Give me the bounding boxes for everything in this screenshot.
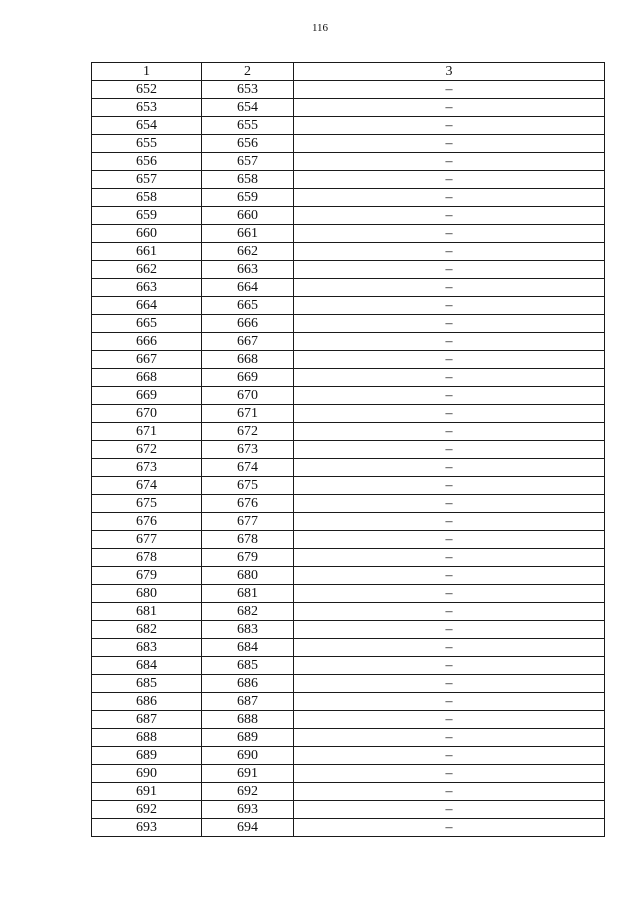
data-table	[91, 62, 605, 837]
table-cell: –	[294, 747, 605, 765]
table-cell: 664	[202, 279, 294, 297]
table-row	[92, 819, 605, 837]
table-cell: 693	[202, 801, 294, 819]
table-cell: –	[294, 189, 605, 207]
table-cell: 660	[92, 225, 202, 243]
table-row	[92, 711, 605, 729]
table-cell: 658	[202, 171, 294, 189]
table-row	[92, 135, 605, 153]
table-cell: –	[294, 297, 605, 315]
table-cell: –	[294, 819, 605, 837]
table-cell: 668	[92, 369, 202, 387]
table-cell: 657	[202, 153, 294, 171]
table-cell: 665	[92, 315, 202, 333]
table-cell: 670	[202, 387, 294, 405]
table-row	[92, 207, 605, 225]
table-cell: 691	[202, 765, 294, 783]
table-row	[92, 369, 605, 387]
table-row	[92, 603, 605, 621]
table-cell: –	[294, 675, 605, 693]
table-cell: 669	[92, 387, 202, 405]
table-row	[92, 783, 605, 801]
table-cell: 659	[202, 189, 294, 207]
table-row	[92, 693, 605, 711]
table-cell: –	[294, 567, 605, 585]
table-cell: 683	[202, 621, 294, 639]
table-cell: 685	[92, 675, 202, 693]
table-cell: 678	[92, 549, 202, 567]
table-row	[92, 513, 605, 531]
column-header: 3	[294, 63, 605, 81]
table-row	[92, 297, 605, 315]
table-row	[92, 459, 605, 477]
table-cell: 675	[92, 495, 202, 513]
table-cell: 653	[202, 81, 294, 99]
table-cell: 694	[202, 819, 294, 837]
page-number: 116	[311, 22, 329, 34]
table-row	[92, 387, 605, 405]
table-cell: 672	[92, 441, 202, 459]
table-row	[92, 495, 605, 513]
table-row	[92, 243, 605, 261]
table-cell: 687	[202, 693, 294, 711]
table-cell: 689	[92, 747, 202, 765]
table-row	[92, 99, 605, 117]
table-cell: –	[294, 603, 605, 621]
table-cell: –	[294, 99, 605, 117]
table-row	[92, 765, 605, 783]
table-row	[92, 279, 605, 297]
table-row	[92, 549, 605, 567]
table-header	[92, 63, 605, 81]
column-header: 1	[92, 63, 202, 81]
table-cell: –	[294, 423, 605, 441]
table-row	[92, 675, 605, 693]
table-cell: –	[294, 621, 605, 639]
table-cell: –	[294, 441, 605, 459]
table-row	[92, 567, 605, 585]
table-cell: 675	[202, 477, 294, 495]
table-cell: 677	[92, 531, 202, 549]
table-cell: 684	[92, 657, 202, 675]
table-row	[92, 225, 605, 243]
table-cell: 663	[202, 261, 294, 279]
table-cell: 684	[202, 639, 294, 657]
table-row	[92, 657, 605, 675]
table-cell: 681	[202, 585, 294, 603]
table-row	[92, 81, 605, 99]
table-row	[92, 585, 605, 603]
table-cell: –	[294, 495, 605, 513]
table-row	[92, 639, 605, 657]
table-cell: –	[294, 585, 605, 603]
table-cell: 662	[92, 261, 202, 279]
table-cell: –	[294, 711, 605, 729]
table-cell: 691	[92, 783, 202, 801]
table-cell: 673	[92, 459, 202, 477]
table-cell: 672	[202, 423, 294, 441]
table-row	[92, 351, 605, 369]
table-cell: 666	[202, 315, 294, 333]
table-cell: –	[294, 315, 605, 333]
column-header: 2	[202, 63, 294, 81]
table-cell: –	[294, 135, 605, 153]
table-row	[92, 621, 605, 639]
table-cell: 688	[92, 729, 202, 747]
table-cell: 671	[202, 405, 294, 423]
table-cell: 654	[202, 99, 294, 117]
table-cell: 674	[92, 477, 202, 495]
table-cell: 667	[92, 351, 202, 369]
table-cell: 663	[92, 279, 202, 297]
table-cell: 688	[202, 711, 294, 729]
table-cell: 681	[92, 603, 202, 621]
table-cell: 665	[202, 297, 294, 315]
table-row	[92, 477, 605, 495]
table-cell: 680	[202, 567, 294, 585]
table-cell: –	[294, 153, 605, 171]
table-cell: 659	[92, 207, 202, 225]
table-cell: –	[294, 801, 605, 819]
table-cell: 654	[92, 117, 202, 135]
table-cell: –	[294, 765, 605, 783]
table-cell: –	[294, 459, 605, 477]
table-cell: –	[294, 117, 605, 135]
table-cell: 685	[202, 657, 294, 675]
table-header-row	[92, 63, 605, 81]
table-cell: –	[294, 243, 605, 261]
table-cell: 666	[92, 333, 202, 351]
table-cell: –	[294, 225, 605, 243]
table-cell: 668	[202, 351, 294, 369]
table-cell: 693	[92, 819, 202, 837]
table-cell: –	[294, 351, 605, 369]
table-cell: 655	[92, 135, 202, 153]
table-cell: –	[294, 369, 605, 387]
table-cell: –	[294, 531, 605, 549]
table-cell: –	[294, 207, 605, 225]
table-cell: 676	[202, 495, 294, 513]
table-cell: –	[294, 279, 605, 297]
table-cell: 657	[92, 171, 202, 189]
table-cell: –	[294, 405, 605, 423]
table-cell: –	[294, 477, 605, 495]
table-cell: –	[294, 639, 605, 657]
table-cell: –	[294, 657, 605, 675]
table-cell: –	[294, 549, 605, 567]
table-row	[92, 747, 605, 765]
table-cell: –	[294, 693, 605, 711]
table-cell: 686	[202, 675, 294, 693]
table-cell: 692	[202, 783, 294, 801]
table-cell: 676	[92, 513, 202, 531]
table-cell: 682	[202, 603, 294, 621]
table-row	[92, 153, 605, 171]
table-cell: 686	[92, 693, 202, 711]
table-cell: 655	[202, 117, 294, 135]
table-cell: 658	[92, 189, 202, 207]
table-cell: –	[294, 333, 605, 351]
table-cell: 690	[202, 747, 294, 765]
table-cell: 683	[92, 639, 202, 657]
table-cell: –	[294, 81, 605, 99]
table-cell: 671	[92, 423, 202, 441]
table-cell: 661	[202, 225, 294, 243]
table-cell: 662	[202, 243, 294, 261]
table-row	[92, 333, 605, 351]
table-cell: 690	[92, 765, 202, 783]
table-cell: –	[294, 783, 605, 801]
table-cell: 656	[92, 153, 202, 171]
table-cell: 674	[202, 459, 294, 477]
table-body	[92, 81, 605, 837]
table-cell: 677	[202, 513, 294, 531]
table-row	[92, 315, 605, 333]
table-cell: 687	[92, 711, 202, 729]
table-row	[92, 189, 605, 207]
table-cell: 682	[92, 621, 202, 639]
table-cell: –	[294, 387, 605, 405]
table-cell: 692	[92, 801, 202, 819]
table-cell: 656	[202, 135, 294, 153]
table-row	[92, 261, 605, 279]
table-cell: 653	[92, 99, 202, 117]
table-cell: –	[294, 729, 605, 747]
table-cell: –	[294, 171, 605, 189]
table-cell: 689	[202, 729, 294, 747]
table-row	[92, 117, 605, 135]
table-cell: 661	[92, 243, 202, 261]
table-cell: 679	[202, 549, 294, 567]
table-cell: 678	[202, 531, 294, 549]
table-cell: 660	[202, 207, 294, 225]
table-row	[92, 801, 605, 819]
table-row	[92, 405, 605, 423]
table-cell: 669	[202, 369, 294, 387]
table-cell: –	[294, 513, 605, 531]
table-cell: 667	[202, 333, 294, 351]
table-cell: 673	[202, 441, 294, 459]
table-cell: 664	[92, 297, 202, 315]
table-row	[92, 729, 605, 747]
table-row	[92, 423, 605, 441]
table-cell: 680	[92, 585, 202, 603]
table-row	[92, 531, 605, 549]
table-cell: 670	[92, 405, 202, 423]
table-row	[92, 171, 605, 189]
table-cell: –	[294, 261, 605, 279]
table-cell: 679	[92, 567, 202, 585]
table-row	[92, 441, 605, 459]
table-cell: 652	[92, 81, 202, 99]
